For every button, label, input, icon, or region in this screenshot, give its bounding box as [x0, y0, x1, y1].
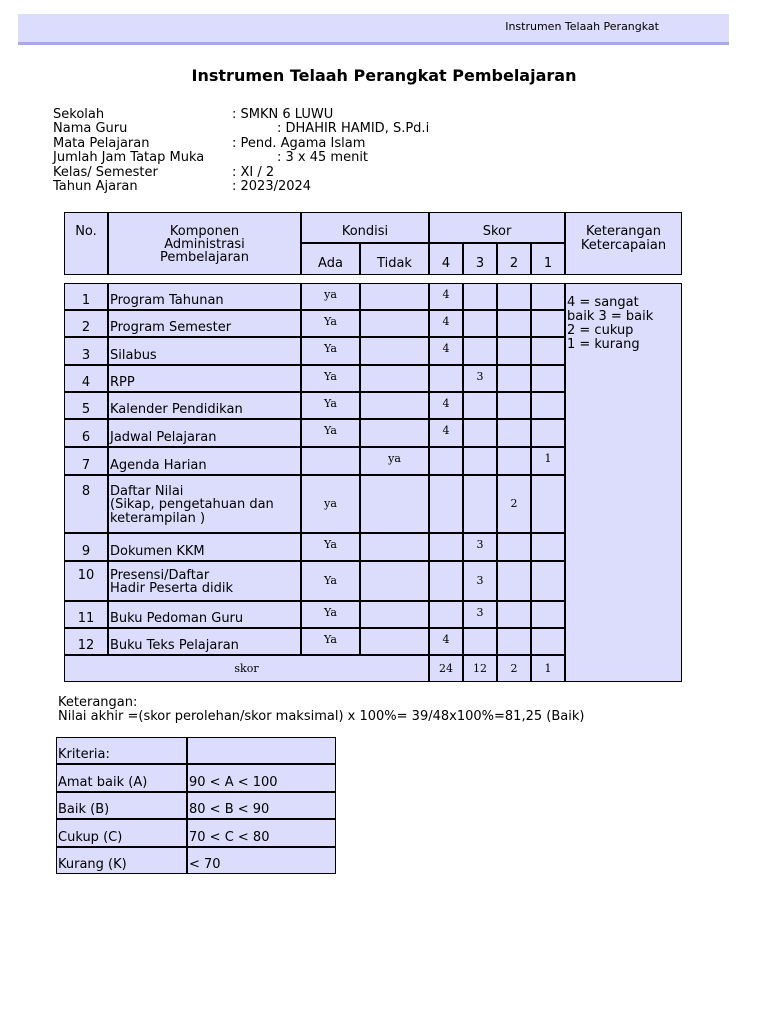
row-skor-s3-value: 3: [476, 538, 484, 551]
criteria-range: 90 < A < 100: [189, 775, 278, 790]
row-cell: [531, 283, 565, 310]
row-komponen: Dokumen KKM: [110, 544, 205, 559]
row-cell: [360, 628, 429, 655]
criteria-range-cell: [187, 737, 336, 764]
header-komponen-line: Komponen: [169, 224, 240, 239]
info-label: Nama Guru: [53, 121, 128, 137]
keterangan-text-line: 1 = kurang: [567, 337, 640, 352]
row-komponen: Buku Teks Pelajaran: [110, 638, 239, 653]
row-skor-s4-value: 4: [442, 342, 450, 355]
row-number: 4: [81, 375, 91, 390]
criteria-label: Baik (B): [58, 802, 110, 817]
row-cell: [360, 337, 429, 365]
header-kondisi: Kondisi: [341, 224, 389, 239]
row-komponen: Hadir Peserta didik: [110, 581, 234, 596]
row-number: 10: [77, 567, 95, 583]
row-cell: [497, 283, 531, 310]
info-label: Tahun Ajaran: [53, 178, 138, 194]
row-skor-s3-value: 3: [476, 606, 484, 619]
row-cell: [360, 392, 429, 419]
row-cell: [531, 628, 565, 655]
info-label: Kelas/ Semester: [53, 164, 158, 180]
total-s1-value: 1: [544, 662, 552, 675]
row-komponen: Presensi/Daftar: [110, 567, 210, 583]
row-cell: [360, 419, 429, 447]
row-komponen: RPP: [110, 375, 135, 390]
row-cell: [360, 475, 429, 533]
row-cell: [497, 365, 531, 392]
criteria-label: Cukup (C): [58, 830, 123, 845]
row-cell: [360, 601, 429, 628]
header-skor: Skor: [482, 224, 512, 239]
total-label: skor: [234, 662, 259, 675]
row-skor-s4-value: 4: [442, 633, 450, 646]
criteria-label: Kriteria:: [58, 747, 110, 762]
criteria-range: 70 < C < 80: [189, 830, 270, 845]
row-ada-value: Ya: [324, 424, 337, 437]
row-komponen: Silabus: [110, 348, 157, 363]
row-ada-value: Ya: [324, 370, 337, 383]
row-cell: [497, 561, 531, 601]
row-komponen: Agenda Harian: [110, 458, 207, 473]
row-number: 3: [81, 348, 91, 363]
row-cell: [360, 533, 429, 561]
info-value: : 2023/2024: [232, 178, 312, 194]
row-cell: [497, 601, 531, 628]
row-cell: [360, 365, 429, 392]
row-cell: [531, 392, 565, 419]
row-cell: [360, 310, 429, 337]
info-value: : Pend. Agama Islam: [232, 135, 366, 151]
row-ada-value: Ya: [324, 315, 337, 328]
row-cell: [429, 601, 463, 628]
row-cell: [531, 601, 565, 628]
row-number: 6: [81, 430, 91, 445]
row-cell: [531, 337, 565, 365]
row-number: 8: [81, 483, 91, 499]
row-cell: [429, 447, 463, 475]
row-cell: [497, 392, 531, 419]
notes-title: Keterangan:: [58, 695, 138, 710]
keterangan-text-line: baik 3 = baik: [567, 309, 654, 324]
row-ada-value: Ya: [324, 633, 337, 646]
row-cell: [108, 365, 301, 392]
row-cell: [497, 628, 531, 655]
row-skor-s2-value: 2: [510, 497, 518, 510]
row-skor-s3-value: 3: [476, 574, 484, 587]
keterangan-text-line: 4 = sangat: [567, 295, 639, 310]
row-komponen: keterampilan ): [110, 510, 206, 526]
header-komponen-line: Pembelajaran: [160, 250, 249, 265]
row-ada-value: Ya: [324, 538, 337, 551]
row-cell: [301, 447, 360, 475]
row-cell: [531, 419, 565, 447]
header-tidak: Tidak: [377, 256, 412, 271]
row-skor-s4-value: 4: [442, 397, 450, 410]
row-skor-s1-value: 1: [544, 452, 552, 465]
header-skor-s2: 2: [509, 256, 519, 271]
row-cell: [463, 475, 497, 533]
header-skor-s1: 1: [543, 256, 553, 271]
row-number: 2: [81, 320, 91, 335]
header-keterangan-line: Ketercapaian: [580, 238, 667, 253]
row-komponen: (Sikap, pengetahuan dan: [110, 497, 274, 513]
row-cell: [463, 447, 497, 475]
row-cell: [429, 365, 463, 392]
criteria-range: < 70: [189, 857, 221, 872]
info-value: : 3 x 45 menit: [277, 150, 369, 166]
row-number: 11: [77, 611, 95, 626]
row-ada-value: ya: [324, 288, 337, 301]
row-ada-value: Ya: [324, 397, 337, 410]
row-cell: [531, 533, 565, 561]
header-skor-s3: 3: [475, 256, 485, 271]
criteria-label: Kurang (K): [58, 857, 127, 872]
row-cell: [429, 475, 463, 533]
row-cell: [531, 561, 565, 601]
row-komponen: Buku Pedoman Guru: [110, 611, 244, 626]
row-ada-value: Ya: [324, 574, 337, 587]
info-value: : XI / 2: [232, 164, 275, 180]
row-cell: [360, 561, 429, 601]
header-no-cell: [64, 212, 108, 275]
row-cell: [429, 533, 463, 561]
row-tidak-value: ya: [388, 452, 401, 465]
row-cell: [463, 628, 497, 655]
row-cell: [531, 365, 565, 392]
row-number: 1: [81, 293, 91, 308]
header-komponen-line: Administrasi: [164, 237, 245, 252]
info-value: : DHAHIR HAMID, S.Pd.i: [277, 121, 430, 137]
row-cell: [531, 310, 565, 337]
row-ada-value: Ya: [324, 606, 337, 619]
row-cell: [497, 447, 531, 475]
notes-formula: Nilai akhir =(skor perolehan/skor maksimal) x 100%= 39/48x100%=81,25 (Baik): [58, 709, 585, 724]
row-cell: [497, 533, 531, 561]
row-ada-value: ya: [324, 497, 337, 510]
running-header: [18, 14, 729, 45]
row-skor-s4-value: 4: [442, 315, 450, 328]
row-cell: [463, 337, 497, 365]
row-cell: [497, 419, 531, 447]
row-cell: [497, 310, 531, 337]
row-komponen: Program Tahunan: [110, 293, 224, 308]
info-label: Mata Pelajaran: [53, 135, 150, 151]
row-number: 7: [81, 458, 91, 473]
keterangan-text-line: 2 = cukup: [567, 323, 634, 338]
info-value: : SMKN 6 LUWU: [232, 107, 334, 122]
document-title: Instrumen Telaah Perangkat Pembelajaran: [191, 66, 577, 85]
row-cell: [497, 337, 531, 365]
row-skor-s4-value: 4: [442, 288, 450, 301]
info-label: Jumlah Jam Tatap Muka: [53, 150, 205, 166]
row-number: 12: [77, 638, 95, 653]
row-cell: [463, 283, 497, 310]
row-cell: [463, 310, 497, 337]
running-header-title: Instrumen Telaah Perangkat: [505, 20, 659, 33]
info-label: Sekolah: [53, 107, 105, 122]
row-cell: [463, 419, 497, 447]
row-number: 9: [81, 544, 91, 559]
row-cell: [360, 283, 429, 310]
row-skor-s3-value: 3: [476, 370, 484, 383]
criteria-label: Amat baik (A): [58, 775, 148, 790]
row-komponen: Program Semester: [110, 320, 232, 335]
header-ada: Ada: [318, 256, 343, 271]
row-komponen: Daftar Nilai: [110, 483, 184, 499]
row-number: 5: [81, 402, 91, 417]
header-skor-s4: 4: [441, 256, 451, 271]
total-s2-value: 2: [510, 662, 518, 675]
row-cell: [531, 475, 565, 533]
row-komponen: Jadwal Pelajaran: [110, 430, 217, 445]
row-cell: [429, 561, 463, 601]
total-s4-value: 24: [439, 662, 453, 675]
row-komponen: Kalender Pendidikan: [110, 402, 243, 417]
header-keterangan-line: Keterangan: [586, 224, 661, 239]
row-skor-s4-value: 4: [442, 424, 450, 437]
header-no: No.: [75, 224, 97, 239]
total-s3-value: 12: [473, 662, 487, 675]
criteria-range: 80 < B < 90: [189, 802, 270, 817]
row-ada-value: Ya: [324, 342, 337, 355]
row-cell: [463, 392, 497, 419]
